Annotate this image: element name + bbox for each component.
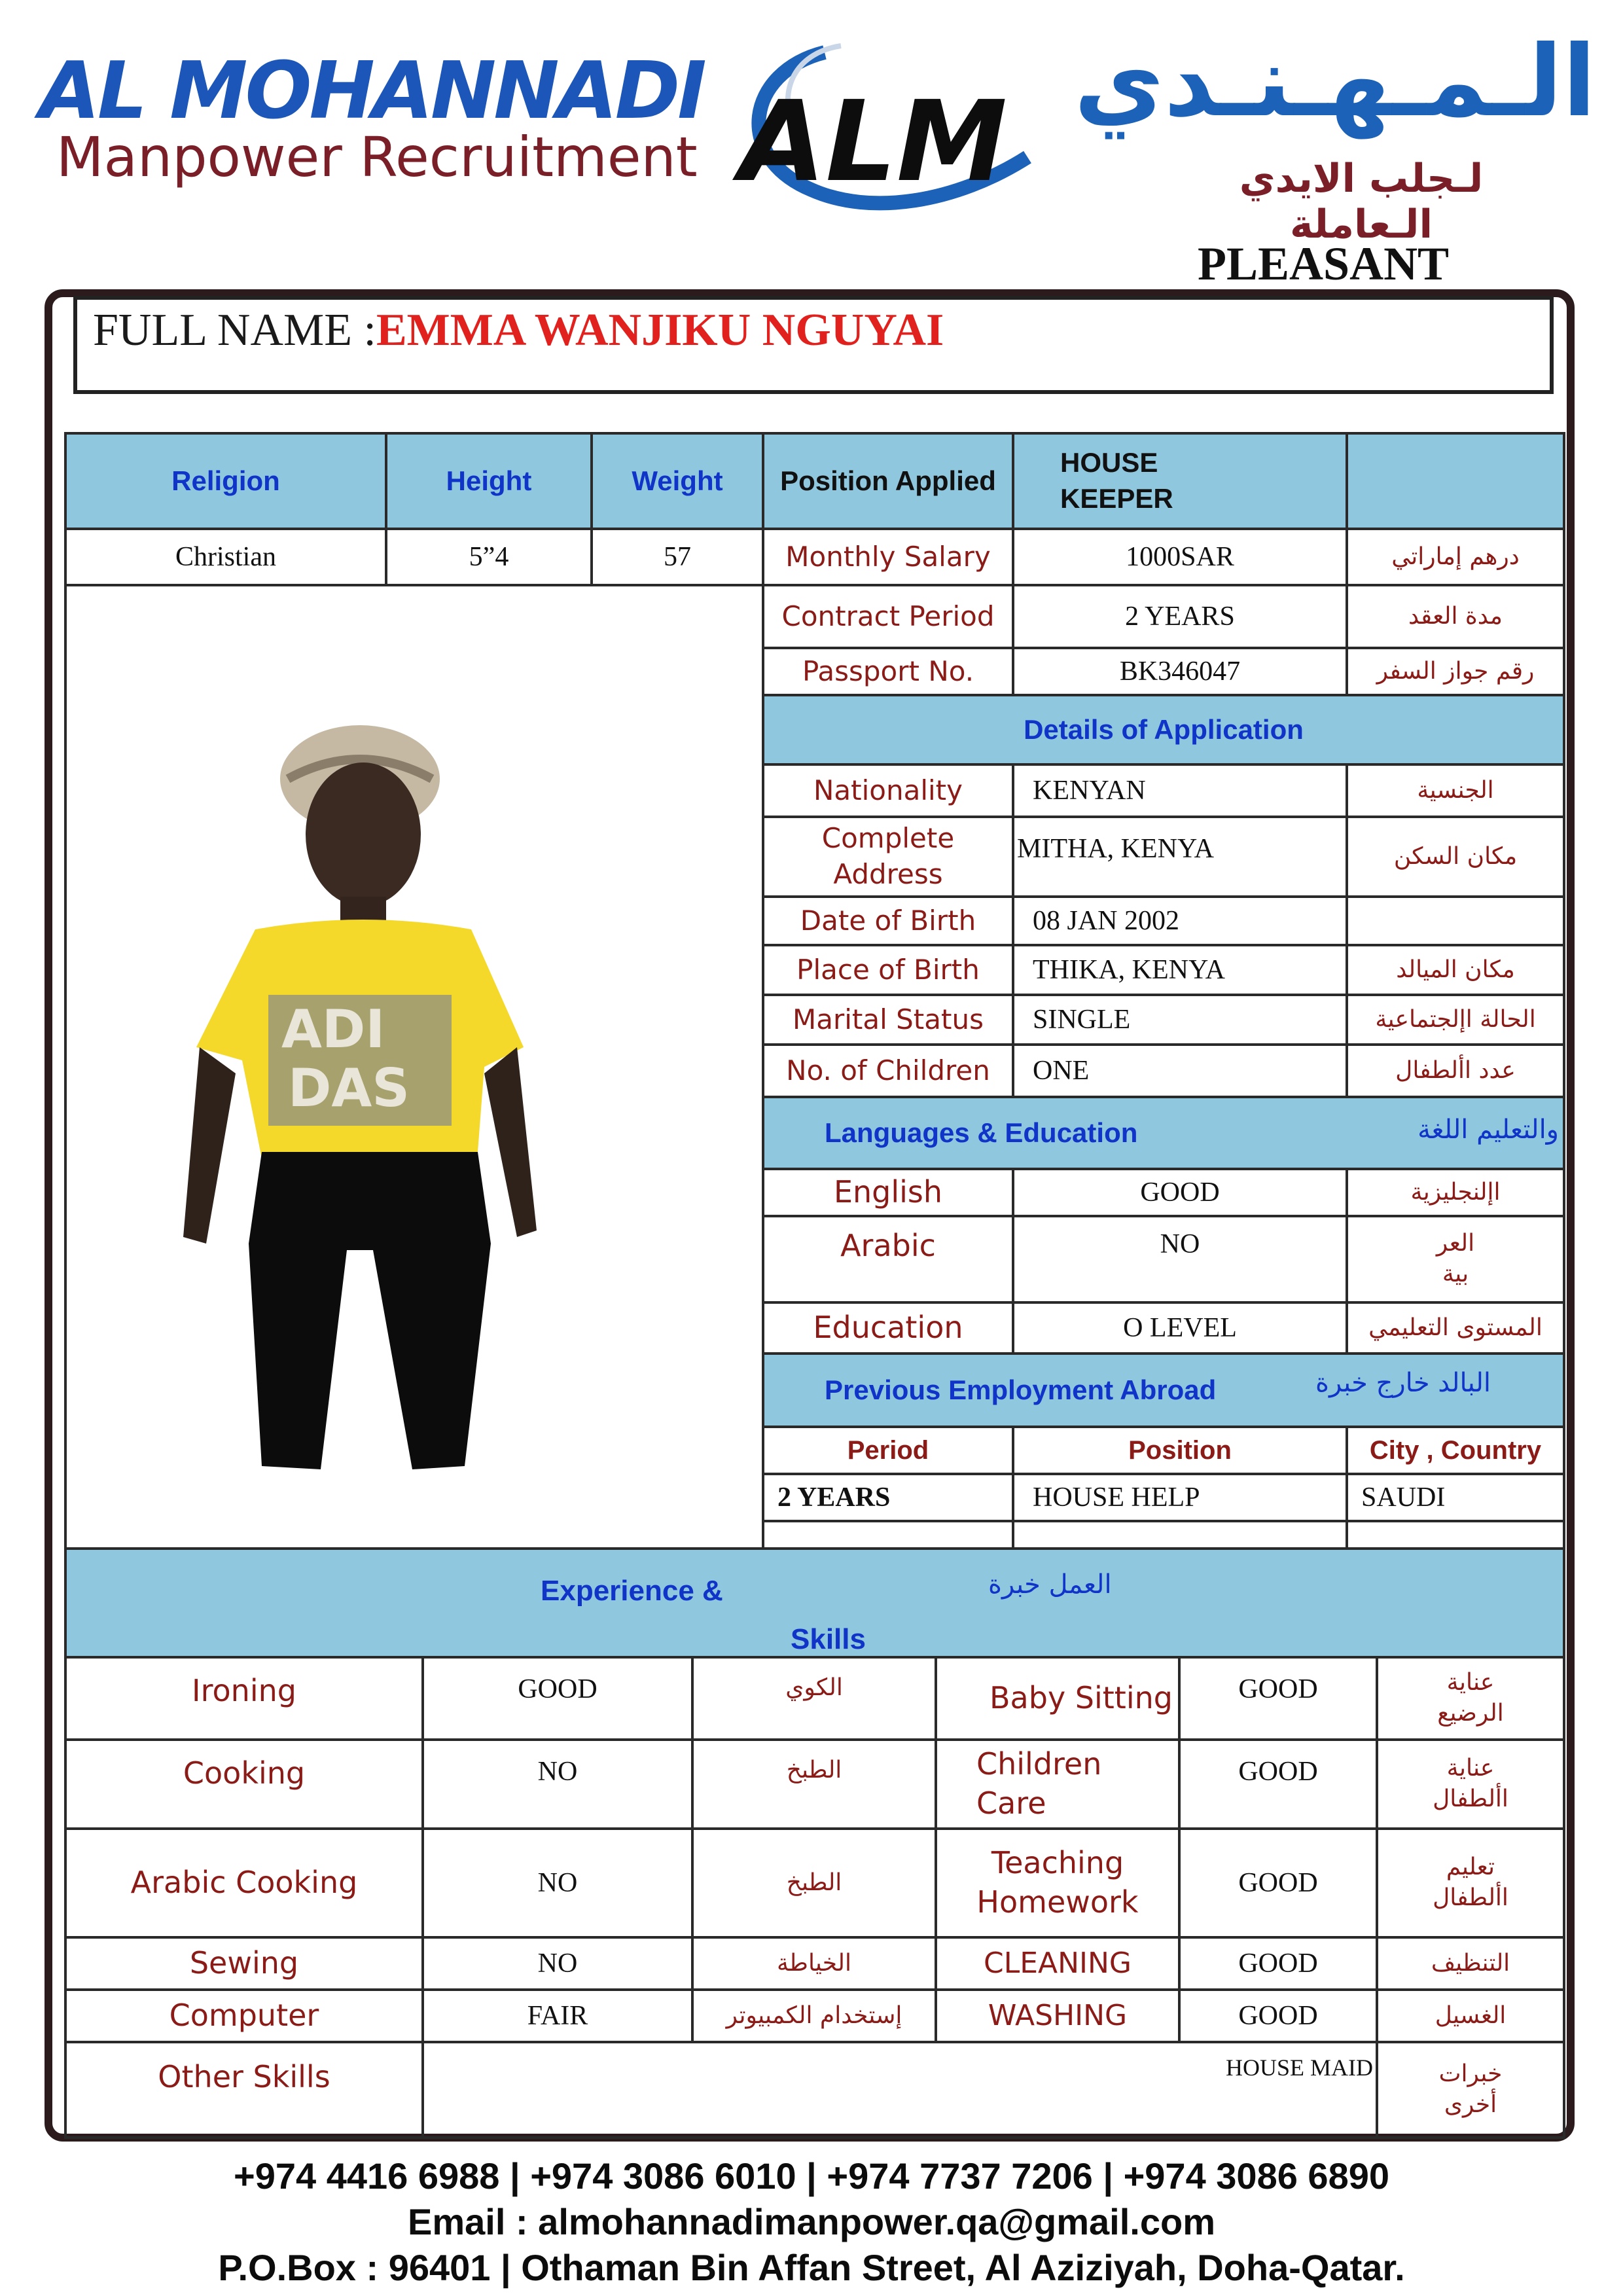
- skill-ar: الخياطة: [691, 1936, 937, 1991]
- brand-subtitle-ar: لـجلب الايدي الـعاملة: [1239, 156, 1484, 247]
- skill-ar: عناية الرضيع: [1376, 1656, 1565, 1741]
- address-label: Complete Address: [762, 816, 1014, 898]
- contract-ar: مدة العقد: [1346, 584, 1565, 649]
- skill-label: CLEANING: [935, 1936, 1181, 1991]
- position-applied-label: Position Applied: [762, 432, 1014, 530]
- height-value: 5”4: [385, 528, 593, 586]
- arabic-label: Arabic: [762, 1215, 1014, 1304]
- skill-ar: تعليم األطفال: [1376, 1827, 1565, 1939]
- logo-text: ALM: [740, 77, 1008, 207]
- emp-empty-cell: [1346, 1520, 1565, 1550]
- children-value: ONE: [1012, 1043, 1348, 1098]
- skill-value: GOOD: [1178, 1936, 1378, 1991]
- address-value: MITHA, KENYA: [1012, 816, 1348, 898]
- details-title: Details of Application: [762, 694, 1565, 766]
- skills-title: Experience &: [541, 1575, 723, 1607]
- emp-country-value: SAUDI: [1346, 1473, 1565, 1522]
- english-ar: اإلنجليزية: [1346, 1168, 1565, 1217]
- skill-ar: إستخدام الكمبيوتر: [691, 1988, 937, 2043]
- english-value: GOOD: [1012, 1168, 1348, 1217]
- full-name-label: FULL NAME :: [93, 305, 376, 355]
- skill-ar: الطبخ: [691, 1827, 937, 1939]
- position-ar-cell: [1346, 432, 1565, 530]
- position-line-1: HOUSE: [1060, 447, 1158, 478]
- skill-ar: الغسيل: [1376, 1988, 1565, 2043]
- passport-value: BK346047: [1012, 647, 1348, 696]
- pob-label: Place of Birth: [762, 944, 1014, 996]
- emp-empty-cell: [1012, 1520, 1348, 1550]
- country-header: City , Country: [1346, 1426, 1565, 1475]
- skills-title-ar: العمل خبرة: [988, 1570, 1112, 1600]
- passport-ar: رقم جواز السفر: [1346, 647, 1565, 696]
- salary-ar: درهم إماراتي: [1346, 528, 1565, 586]
- arabic-ar: العر بية: [1346, 1215, 1565, 1304]
- passport-label: Passport No.: [762, 647, 1014, 696]
- arabic-value: NO: [1012, 1215, 1348, 1304]
- salary-value: 1000SAR: [1012, 528, 1348, 586]
- skill-value: GOOD: [1178, 1738, 1378, 1830]
- full-name-value: EMMA WANJIKU NGUYAI: [376, 305, 944, 355]
- dob-value: 08 JAN 2002: [1012, 895, 1348, 946]
- brand-name-ar: الـمـهـنـدي: [1074, 25, 1596, 139]
- skill-value: GOOD: [1178, 1827, 1378, 1939]
- footer-address: P.O.Box : 96401 | Othaman Bin Affan Street, Al Aziziyah, Doha-Qatar.: [218, 2247, 1405, 2288]
- position-line-2: KEEPER: [1060, 483, 1173, 514]
- languages-title: Languages & Education: [762, 1096, 1346, 1170]
- skill-value: NO: [421, 1738, 694, 1830]
- salary-label: Monthly Salary: [762, 528, 1014, 586]
- skills-title-line-2: Skills: [791, 1623, 866, 1655]
- skill-label: Computer: [64, 1988, 424, 2043]
- skill-label: Arabic Cooking: [64, 1827, 424, 1939]
- skill-ar: عناية األطفال: [1376, 1738, 1565, 1830]
- brand-subtitle: Manpower Recruitment: [56, 125, 698, 189]
- brand-name-en: AL MOHANNADI: [39, 46, 704, 137]
- education-ar: المستوى التعليمي: [1346, 1301, 1565, 1355]
- skill-value: GOOD: [1178, 1988, 1378, 2043]
- weight-header: Weight: [590, 432, 764, 530]
- pob-ar: مكان الميالد: [1346, 944, 1565, 996]
- education-label: Education: [762, 1301, 1014, 1355]
- skill-ar: الكوي: [691, 1656, 937, 1741]
- other-skills-label: Other Skills: [64, 2041, 424, 2139]
- english-label: English: [762, 1168, 1014, 1217]
- skill-ar: الطبخ: [691, 1738, 937, 1830]
- emp-position-value: HOUSE HELP: [1012, 1473, 1348, 1522]
- marital-value: SINGLE: [1012, 994, 1348, 1046]
- skill-value: NO: [421, 1936, 694, 1991]
- skill-value: NO: [421, 1827, 694, 1939]
- alm-logo: [720, 26, 1060, 242]
- candidate-photo: [65, 589, 759, 1554]
- nationality-label: Nationality: [762, 763, 1014, 818]
- dob-label: Date of Birth: [762, 895, 1014, 946]
- religion-value: Christian: [64, 528, 387, 586]
- emp-position-header: Position: [1012, 1426, 1348, 1475]
- children-ar: عدد األطفال: [1346, 1043, 1565, 1098]
- candidate-tag: PLEASANT: [1198, 238, 1450, 290]
- contract-label: Contract Period: [762, 584, 1014, 649]
- contract-value: 2 YEARS: [1012, 584, 1348, 649]
- marital-ar: الحالة اإلجتماعية: [1346, 994, 1565, 1046]
- skill-label: Children Care: [935, 1738, 1181, 1830]
- full-name-row: [93, 304, 944, 357]
- emp-period-value: 2 YEARS: [762, 1473, 1014, 1522]
- languages-title-ar: والتعليم اللغة: [1343, 1096, 1565, 1170]
- footer-phones: +974 4416 6988 | +974 3086 6010 | +974 7737 7206 | +974 3086 6890: [234, 2155, 1389, 2197]
- employment-title-ar: البالد خارج خبرة: [1315, 1368, 1491, 1398]
- height-header: Height: [385, 432, 593, 530]
- skill-label: Cooking: [64, 1738, 424, 1830]
- other-skills-value: HOUSE MAID: [421, 2041, 1378, 2139]
- nationality-ar: الجنسية: [1346, 763, 1565, 818]
- footer-email: Email : almohannadimanpower.qa@gmail.com: [408, 2201, 1215, 2242]
- weight-value: 57: [590, 528, 764, 586]
- skill-value: GOOD: [1178, 1656, 1378, 1741]
- skill-value: FAIR: [421, 1988, 694, 2043]
- skill-value: GOOD: [421, 1656, 694, 1741]
- employment-title: Previous Employment Abroad: [762, 1352, 1565, 1428]
- other-skills-ar: خبرات أخرى: [1376, 2041, 1565, 2139]
- nationality-value: KENYAN: [1012, 763, 1348, 818]
- skill-label: Teaching Homework: [935, 1827, 1181, 1939]
- skill-label: WASHING: [935, 1988, 1181, 2043]
- svg-text:DAS: DAS: [288, 1058, 410, 1119]
- emp-empty-cell: [762, 1520, 1014, 1550]
- dob-ar: [1346, 895, 1565, 946]
- skill-label: Baby Sitting: [935, 1656, 1181, 1741]
- svg-text:ADI: ADI: [281, 999, 385, 1060]
- skill-ar: التنظيف: [1376, 1936, 1565, 1991]
- period-header: Period: [762, 1426, 1014, 1475]
- children-label: No. of Children: [762, 1043, 1014, 1098]
- skill-label: Sewing: [64, 1936, 424, 1991]
- position-applied-value: [1012, 432, 1348, 530]
- pob-value: THIKA, KENYA: [1012, 944, 1348, 996]
- skill-label: Ironing: [64, 1656, 424, 1741]
- address-ar: مكان السكن: [1346, 816, 1565, 898]
- education-value: O LEVEL: [1012, 1301, 1348, 1355]
- marital-label: Marital Status: [762, 994, 1014, 1046]
- religion-header: Religion: [64, 432, 387, 530]
